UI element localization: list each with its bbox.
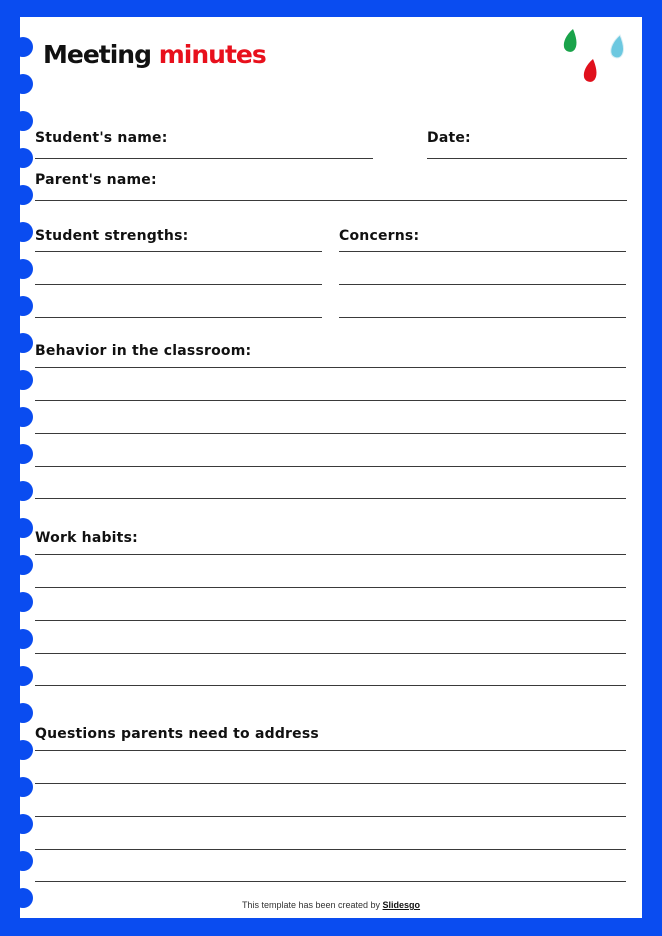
questions-label: Questions parents need to address xyxy=(35,726,319,742)
title-main: Meeting xyxy=(43,40,152,69)
work-habits-line[interactable] xyxy=(35,554,626,555)
work-habits-line[interactable] xyxy=(35,587,626,588)
strengths-line[interactable] xyxy=(35,251,322,252)
concerns-label: Concerns: xyxy=(339,228,420,244)
questions-line[interactable] xyxy=(35,750,626,751)
concerns-line[interactable] xyxy=(339,284,626,285)
binder-hole xyxy=(13,740,33,760)
binder-hole xyxy=(13,148,33,168)
binder-hole xyxy=(13,666,33,686)
questions-line[interactable] xyxy=(35,849,626,850)
footer-prefix: This template has been created by xyxy=(241,900,381,910)
binder-hole xyxy=(13,222,33,242)
behavior-label: Behavior in the classroom: xyxy=(35,343,252,359)
binder-hole xyxy=(13,370,33,390)
binder-hole xyxy=(13,407,33,427)
concerns-line[interactable] xyxy=(339,251,626,252)
binder-hole xyxy=(13,555,33,575)
binder-hole xyxy=(13,111,33,131)
title-accent: minutes xyxy=(158,40,266,69)
binder-hole xyxy=(13,703,33,723)
strengths-line[interactable] xyxy=(35,284,322,285)
binder-hole xyxy=(13,259,33,279)
date-field[interactable] xyxy=(427,158,627,159)
red-drop-icon xyxy=(582,58,598,84)
work-habits-line[interactable] xyxy=(35,620,626,621)
footer-credit xyxy=(0,900,662,910)
behavior-line[interactable] xyxy=(35,400,626,401)
questions-line[interactable] xyxy=(35,881,626,882)
strengths-label: Student strengths: xyxy=(35,228,189,244)
binder-hole xyxy=(13,185,33,205)
work-habits-line[interactable] xyxy=(35,685,626,686)
behavior-line[interactable] xyxy=(35,433,626,434)
behavior-line[interactable] xyxy=(35,367,626,368)
behavior-line[interactable] xyxy=(35,498,626,499)
parent-name-field[interactable] xyxy=(35,200,627,201)
binder-hole xyxy=(13,629,33,649)
work-habits-line[interactable] xyxy=(35,653,626,654)
questions-line[interactable] xyxy=(35,783,626,784)
binder-hole xyxy=(13,333,33,353)
footer-brand-link[interactable]: Slidesgo xyxy=(382,900,421,910)
binder-hole xyxy=(13,518,33,538)
student-name-field[interactable] xyxy=(35,158,373,159)
binder-hole xyxy=(13,592,33,612)
binder-hole xyxy=(13,814,33,834)
concerns-line[interactable] xyxy=(339,317,626,318)
strengths-line[interactable] xyxy=(35,317,322,318)
green-drop-icon xyxy=(562,28,578,54)
binder-hole xyxy=(13,851,33,871)
student-name-label: Student's name: xyxy=(35,130,168,146)
binder-hole xyxy=(13,481,33,501)
behavior-line[interactable] xyxy=(35,466,626,467)
binder-hole xyxy=(13,74,33,94)
work-habits-label: Work habits: xyxy=(35,530,138,546)
binder-hole xyxy=(13,777,33,797)
questions-line[interactable] xyxy=(35,816,626,817)
parent-name-label: Parent's name: xyxy=(35,172,157,188)
binder-hole xyxy=(13,37,33,57)
page-title xyxy=(43,40,266,69)
binder-hole xyxy=(13,296,33,316)
binder-hole xyxy=(13,444,33,464)
blue-drop-icon xyxy=(609,34,625,60)
date-label: Date: xyxy=(427,130,471,146)
